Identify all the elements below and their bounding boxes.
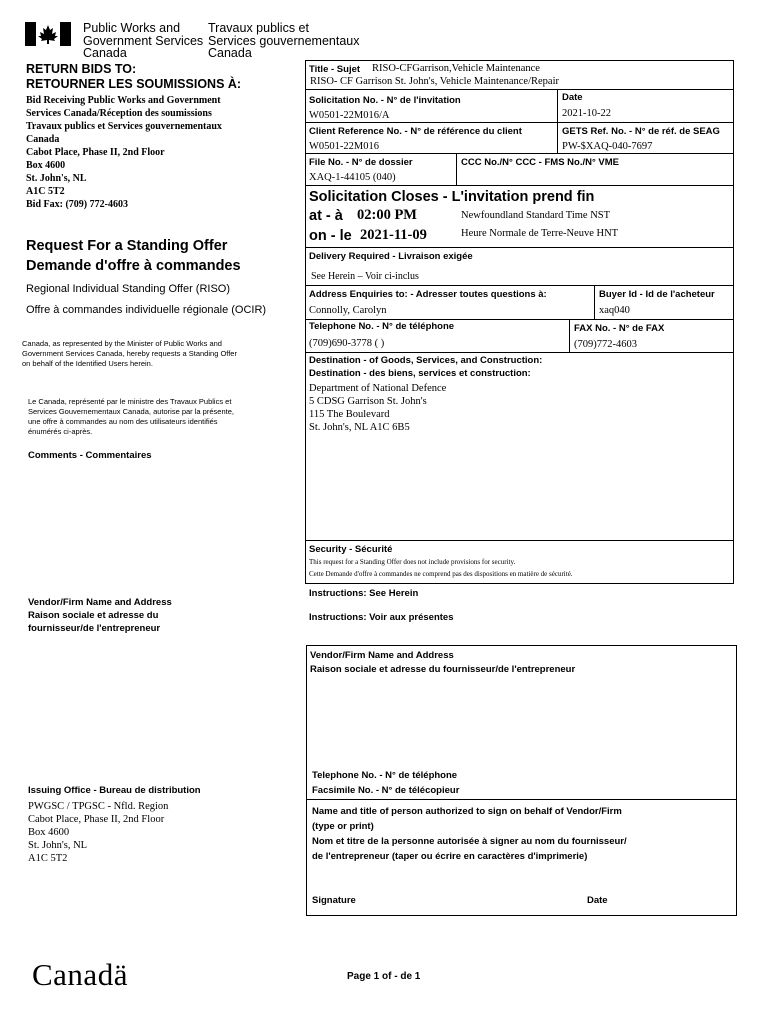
address-enquiries-label: Address Enquiries to: - Adresser toutes questions à: — [309, 289, 547, 300]
dept-en-line-3: Canada — [83, 46, 127, 60]
security-label: Security - Sécurité — [309, 544, 393, 555]
auth-line: Nom et titre de la personne autorisée à signer au nom du fournisseur/ — [312, 836, 627, 847]
request-title — [26, 236, 241, 276]
destination-line: Department of National Defence — [309, 383, 447, 394]
return-line: Box 4600 — [26, 160, 66, 171]
title-label: Title - Sujet — [309, 64, 361, 75]
closing-date-label: on - le — [309, 228, 352, 244]
request-paragraph-fr — [28, 397, 234, 437]
destination-line: St. John's, NL A1C 6B5 — [309, 422, 410, 433]
signature-label: Signature — [312, 895, 356, 906]
return-bids-title-en: RETURN BIDS TO: — [26, 62, 137, 76]
destination-label-en: Destination - of Goods, Services, and Construction: — [309, 355, 543, 366]
solicitation-number-value: W0501-22M016/A — [309, 110, 390, 121]
vendor-telephone-label: Telephone No. - N° de téléphone — [312, 770, 458, 781]
vendor-name-label-en: Vendor/Firm Name and Address — [310, 650, 454, 661]
client-reference-value: W0501-22M016 — [309, 141, 379, 152]
signature-date-label: Date — [587, 895, 608, 906]
destination-address — [309, 382, 446, 434]
department-name-en — [83, 22, 203, 60]
return-line: Bid Fax: (709) 772-4603 — [26, 199, 128, 210]
department-name-fr — [208, 22, 359, 60]
vendor-left-line-3: fournisseur/de l'entrepreneur — [28, 623, 161, 634]
para-en-line: Canada, as represented by the Minister of Public Works and — [22, 339, 222, 348]
request-title-fr: Demande d'offre à commandes — [26, 258, 241, 274]
gets-reference-value: PW-$XAQ-040-7697 — [562, 141, 653, 152]
closing-date-value: 2021-11-09 — [360, 227, 427, 243]
title-value-2: RISO- CF Garrison St. John's, Vehicle Maintenance/Repair — [310, 76, 559, 87]
delivery-required-label: Delivery Required - Livraison exigée — [309, 251, 473, 262]
auth-line: (type or print) — [312, 821, 374, 832]
fax-label: FAX No. - N° de FAX — [574, 323, 665, 334]
auth-line: Name and title of person authorized to sign on behalf of Vendor/Firm — [312, 806, 622, 817]
date-value: 2021-10-22 — [562, 108, 611, 119]
return-bids-address — [26, 94, 222, 211]
issuing-line: Box 4600 — [28, 827, 70, 838]
riso-subtitle-fr: Offre à commandes individuelle régionale (OCIR) — [26, 304, 267, 316]
return-line: Services Canada/Réception des soumissions — [26, 108, 212, 119]
return-line: Bid Receiving Public Works and Government — [26, 95, 221, 106]
issuing-line: A1C 5T2 — [28, 853, 68, 864]
vendor-name-label-fr: Raison sociale et adresse du fournisseur/de l'entrepreneur — [310, 664, 576, 675]
canada-wordmark: Canadä — [32, 957, 128, 992]
destination-label-fr: Destination - des biens, services et construction: — [309, 368, 531, 379]
telephone-value: (709)690-3778 ( ) — [309, 338, 385, 349]
title-value-1: RISO-CFGarrison,Vehicle Maintenance — [372, 63, 540, 74]
dept-en-line-1: Public Works and — [83, 21, 181, 35]
return-line: A1C 5T2 — [26, 186, 65, 197]
instructions-fr: Instructions: Voir aux présentes — [309, 612, 454, 623]
file-number-label: File No. - N° de dossier — [309, 157, 413, 168]
closing-time-label: at - à — [309, 208, 343, 224]
return-line: Cabot Place, Phase II, 2nd Floor — [26, 147, 165, 158]
auth-line: de l'entrepreneur (taper ou écrire en caractères d'imprimerie) — [312, 851, 588, 862]
page-number: Page 1 of - de 1 — [347, 971, 421, 982]
authorized-person-label — [312, 804, 627, 864]
date-label: Date — [562, 92, 583, 103]
security-text-en: This request for a Standing Offer does not include provisions for security. — [309, 558, 516, 566]
para-fr-line: Le Canada, représenté par le ministre des Travaux Publics et — [28, 397, 232, 406]
issuing-line: St. John's, NL — [28, 840, 88, 851]
para-fr-line: une offre à commandes au nom des utilisateurs identifiés — [28, 417, 218, 426]
instructions-en: Instructions: See Herein — [309, 588, 419, 599]
time-zone-en: Newfoundland Standard Time NST — [461, 210, 611, 221]
request-paragraph-en — [22, 339, 237, 369]
vendor-left-line-1: Vendor/Firm Name and Address — [28, 597, 172, 608]
fax-value: (709)772-4603 — [574, 339, 637, 350]
return-line: Canada — [26, 134, 60, 145]
riso-subtitle-en: Regional Individual Standing Offer (RISO) — [26, 283, 231, 295]
request-title-en: Request For a Standing Offer — [26, 238, 228, 254]
buyer-id-label: Buyer Id - Id de l'acheteur — [599, 289, 715, 300]
issuing-line: Cabot Place, Phase II, 2nd Floor — [28, 814, 165, 825]
time-zone-fr: Heure Normale de Terre-Neuve HNT — [461, 228, 619, 239]
client-reference-label: Client Reference No. - N° de référence du client — [309, 126, 522, 137]
dept-fr-line-3: Canada — [208, 46, 252, 60]
solicitation-number-label: Solicitation No. - N° de l'invitation — [309, 95, 461, 106]
dept-fr-line-2: Services gouvernementaux — [208, 33, 360, 48]
para-fr-line: énumérés ci-après. — [28, 427, 93, 436]
gets-reference-label: GETS Ref. No. - N° de réf. de SEAG — [562, 126, 720, 137]
delivery-required-value: See Herein – Voir ci-inclus — [311, 271, 419, 282]
destination-line: 115 The Boulevard — [309, 409, 390, 420]
return-line: St. John's, NL — [26, 173, 87, 184]
vendor-left-label — [28, 596, 172, 635]
vendor-left-line-2: Raison sociale et adresse du — [28, 610, 159, 621]
return-bids-title-fr: RETOURNER LES SOUMISSIONS À: — [26, 77, 242, 91]
telephone-label: Telephone No. - N° de téléphone — [309, 321, 455, 332]
vendor-facsimile-label: Facsimile No. - N° de télécopieur — [312, 785, 460, 796]
issuing-line: PWGSC / TPGSC - Nfld. Region — [28, 801, 169, 812]
return-bids-title — [26, 62, 241, 92]
closing-time-value: 02:00 PM — [357, 207, 417, 223]
issuing-office-address — [28, 800, 168, 865]
para-en-line: on behalf of the Identified Users herein. — [22, 359, 153, 368]
ccc-number-label: CCC No./N° CCC - FMS No./N° VME — [461, 157, 620, 168]
destination-line: 5 CDSG Garrison St. John's — [309, 396, 427, 407]
issuing-office-label: Issuing Office - Bureau de distribution — [28, 785, 201, 796]
address-enquiries-value: Connolly, Carolyn — [309, 305, 387, 316]
dept-en-line-2: Government Services — [83, 33, 204, 48]
comments-label: Comments - Commentaires — [28, 450, 152, 461]
buyer-id-value: xaq040 — [599, 305, 630, 316]
para-en-line: Government Services Canada, hereby requests a Standing Offer — [22, 349, 237, 358]
dept-fr-line-1: Travaux publics et — [208, 21, 309, 35]
security-text-fr: Cette Demande d'offre à commandes ne comprend pas des dispositions en matière de sécurité. — [309, 570, 573, 578]
para-fr-line: Services Gouvernementaux Canada, autorise par la présente, — [28, 407, 234, 416]
file-number-value: XAQ-1-44105 (040) — [309, 172, 396, 183]
canada-flag-icon — [25, 22, 71, 46]
solicitation-closes-title: Solicitation Closes - L'invitation prend fin — [309, 189, 595, 205]
return-line: Travaux publics et Services gouvernementaux — [26, 121, 222, 132]
